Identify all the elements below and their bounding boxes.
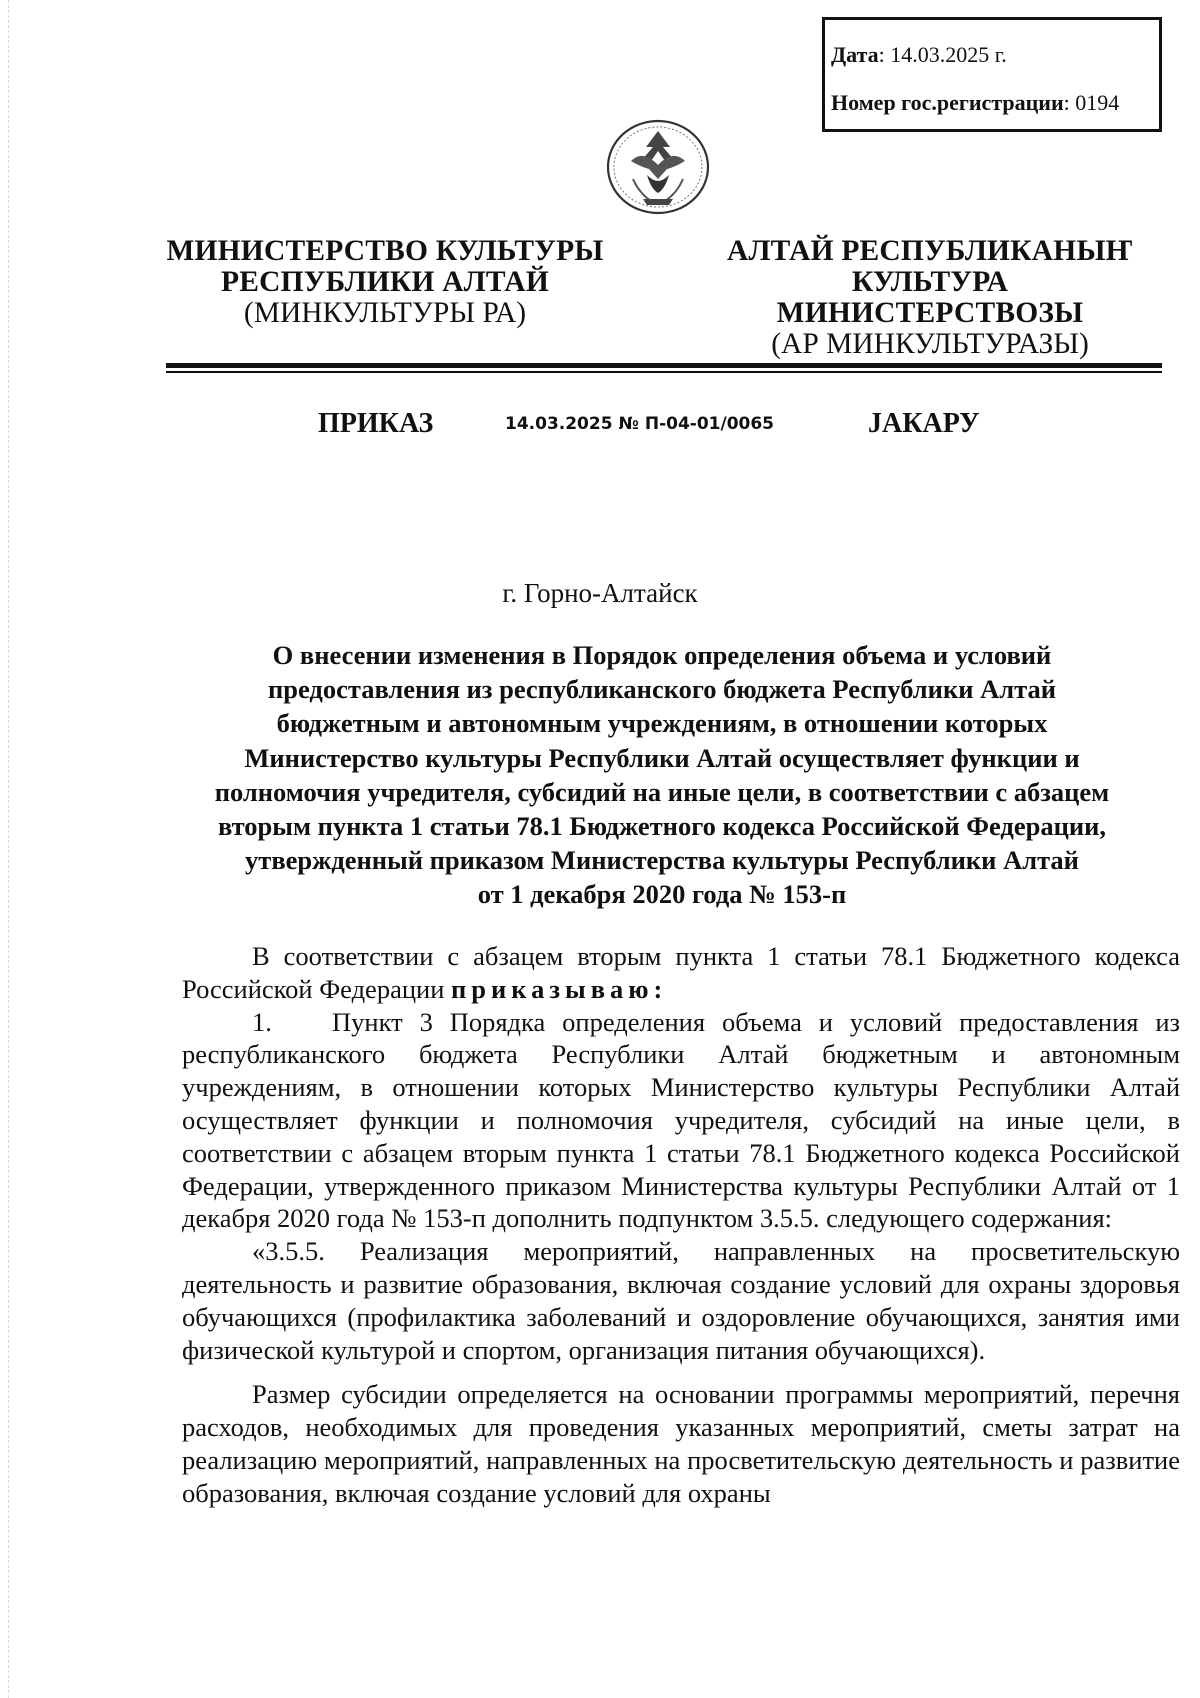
city: г. Горно-Алтайск bbox=[502, 578, 698, 608]
ministry-name-line: МИНИСТЕРСТВО КУЛЬТУРЫ bbox=[166, 235, 604, 267]
subject-line: утвержденный приказом Министерства культуры Республики Алтай bbox=[245, 845, 1079, 876]
registration-date bbox=[831, 42, 1007, 68]
subject-line: от 1 декабря 2020 года № 153-п bbox=[477, 879, 847, 910]
subject-line: полномочия учредителя, субсидий на иные цели, в соответствии с абзацем bbox=[214, 776, 1110, 807]
ministry-name-line: РЕСПУБЛИКИ АЛТАЙ bbox=[221, 266, 549, 298]
registration-date-value: : 14.03.2025 г. bbox=[878, 42, 1007, 67]
subject-line: Министерство культуры Республики Алтай осуществляет функции и bbox=[244, 742, 1080, 773]
order-body bbox=[182, 940, 1180, 1510]
registration-date-label: Дата bbox=[831, 42, 879, 67]
ministry-abbreviation: (МИНКУЛЬТУРЫ РА) bbox=[243, 297, 527, 329]
coat-of-arms-emblem-icon bbox=[603, 117, 713, 217]
subsidy-size-paragraph bbox=[182, 1378, 1180, 1509]
item-number: 1. bbox=[252, 1006, 272, 1037]
order-subject bbox=[160, 638, 1164, 912]
item-1-text: Пункт 3 Порядка определения объема и условий предоставления из республиканского бюджета Республики Алтай бюджетным и автономным учреждениям, в отношении которых Министерство культуры Республики Алтай осуществляет функции и полномочия учредителя, субсидий на иные цели, в соответствии с абзацем вторым пункта 1 статьи 78.1 Бюджетного кодекса Российской Федерации, утвержденного приказом Министерства культуры Республики Алтай от 1 декабря 2020 года № 153-п дополнить подпунктом 3.5.5. следующего содержания: bbox=[182, 1006, 1180, 1234]
quote-paragraph bbox=[182, 1235, 1180, 1366]
subject-line: предоставления из республиканского бюджета Республики Алтай bbox=[268, 674, 1056, 705]
registration-number-label: Номер гос.регистрации bbox=[831, 90, 1064, 115]
quote-text: «3.5.5. Реализация мероприятий, направленных на просветительскую деятельность и развитие образования, включая создание условий для охраны здоровья обучающихся (профилактика заболеваний и оздоровление обучающихся, занятия ими физической культурой и спортом, организация питания обучающихся). bbox=[182, 1236, 1180, 1365]
ministry-abbreviation: (АР МИНКУЛЬТУРАЗЫ) bbox=[771, 328, 1089, 360]
intro-paragraph bbox=[182, 940, 1180, 1006]
ministry-name-altai bbox=[700, 236, 1160, 360]
intro-text: В соответствии с абзацем вторым пункта 1 статьи 78.1 Бюджетного кодекса Российской Федерации bbox=[182, 941, 1180, 1004]
order-directive: приказываю: bbox=[451, 973, 668, 1004]
registration-stamp bbox=[822, 17, 1162, 132]
registration-number bbox=[831, 90, 1119, 116]
order-number: 14.03.2025 № П-04-01/0065 bbox=[505, 414, 775, 434]
registration-number-value: : 0194 bbox=[1063, 90, 1120, 115]
item-1-paragraph bbox=[182, 1006, 1180, 1236]
header-divider-thin bbox=[166, 371, 1162, 373]
header-divider bbox=[166, 363, 1162, 368]
ministry-name-line: АЛТАЙ РЕСПУБЛИКАНЫҤ bbox=[727, 235, 1133, 267]
scan-edge bbox=[8, 0, 9, 1698]
order-title-altai: JАКАРУ bbox=[868, 408, 980, 439]
subsidy-size-text: Размер субсидии определяется на основании программы мероприятий, перечня расходов, необходимых для проведения указанных мероприятий, сметы затрат на реализацию мероприятий, направленных на просветительскую деятельность и развитие образования, включая создание условий для охраны bbox=[182, 1379, 1180, 1508]
order-title: ПРИКАЗ bbox=[318, 408, 434, 439]
subject-line: О внесении изменения в Порядок определения объема и условий bbox=[272, 640, 1052, 670]
subject-line: вторым пункта 1 статьи 78.1 Бюджетного кодекса Российской Федерации, bbox=[217, 811, 1107, 842]
ministry-name-line: КУЛЬТУРА МИНИСТЕРСТВОЗЫ bbox=[776, 266, 1084, 329]
subject-line: бюджетным и автономным учреждениям, в отношении которых bbox=[276, 708, 1048, 739]
ministry-name-russian bbox=[150, 236, 620, 329]
